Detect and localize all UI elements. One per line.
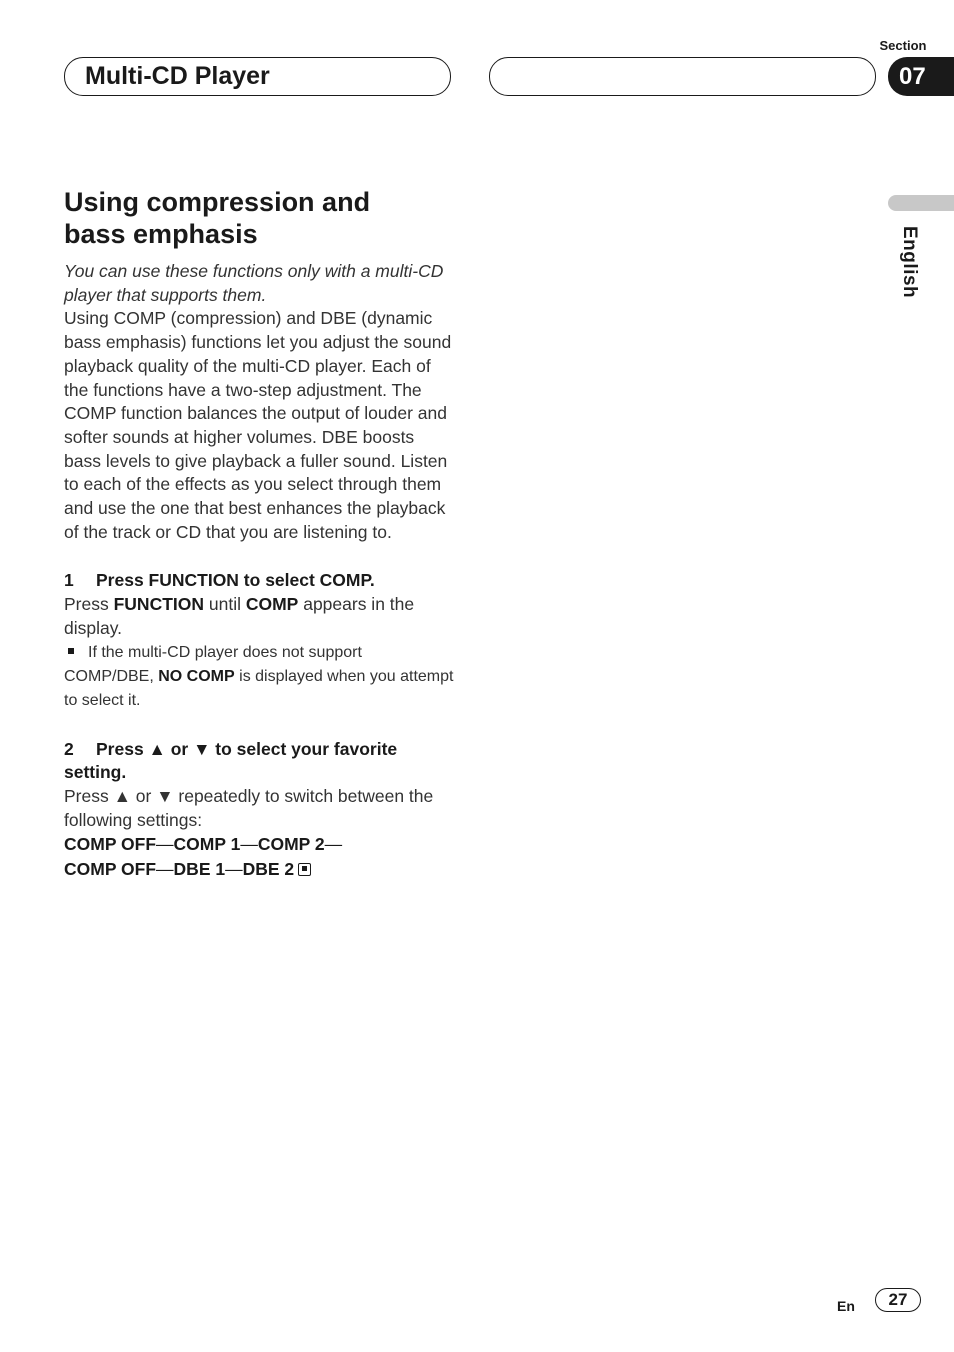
settings-line-1 — [64, 834, 342, 854]
setting-comp-off: COMP OFF — [64, 834, 157, 855]
main-column — [64, 186, 454, 881]
intro-paragraph: Using COMP (compression) and DBE (dynamic bass emphasis) functions let you adjust the sound playback quality of the multi-CD player. Each of the functions have a two-step adjustment. The COMP function balances the output of louder and softer sounds at higher volumes. DBE boosts bass levels to give playback a fuller sound. Listen to each of the effects as you select through them and use the one that best enhances the playback of the track or CD that you are listening to. — [64, 308, 452, 542]
step-2-text: Press ▲ or ▼ repeatedly to switch between the following settings: — [64, 785, 434, 830]
setting-comp-1: COMP 1 — [173, 834, 241, 855]
page-title — [64, 186, 454, 250]
end-of-section-icon — [298, 863, 311, 876]
setting-dash: — — [156, 858, 174, 879]
step-2-number: 2 — [64, 738, 74, 759]
step-2-heading-text: Press ▲ or ▼ to select your favorite setting. — [64, 738, 398, 783]
setting-dash: — — [240, 834, 258, 855]
step-1-text — [64, 593, 454, 640]
setting-dbe-1: DBE 1 — [173, 858, 226, 879]
footer-language-code: En — [837, 1298, 855, 1314]
setting-dash: — — [225, 858, 243, 879]
step-1 — [64, 569, 454, 712]
chapter-title: Multi-CD Player — [85, 62, 270, 90]
step-2 — [64, 738, 454, 882]
setting-comp-2: COMP 2 — [257, 834, 325, 855]
header-blank-box — [489, 57, 876, 96]
note-bullet-icon — [68, 648, 74, 654]
language-tab-marker — [888, 195, 954, 211]
comp-keyword: COMP — [245, 594, 299, 615]
section-number-badge: 07 — [888, 57, 954, 96]
settings-sequence — [64, 832, 454, 881]
settings-line-2 — [64, 859, 311, 879]
step-1-text-post: appears in the display. — [64, 594, 415, 638]
intro-note: You can use these functions only with a multi-CD player that supports them. — [64, 261, 444, 305]
setting-comp-off: COMP OFF — [64, 858, 157, 879]
function-keyword: FUNCTION — [113, 594, 205, 615]
language-tab-label: English — [899, 226, 920, 299]
step-1-heading-text: Press FUNCTION to select COMP. — [96, 570, 375, 591]
section-label: Section — [879, 38, 927, 53]
step-1-note-pre: If the multi-CD player does not support COMP/DBE, — [64, 643, 362, 685]
step-1-note-post: is displayed when you attempt to select it. — [64, 667, 454, 709]
step-1-note — [64, 641, 454, 713]
step-1-text-mid: until — [204, 594, 246, 615]
setting-dbe-2: DBE 2 — [242, 858, 295, 879]
page-title-line2: bass emphasis — [64, 219, 258, 249]
page-number: 27 — [875, 1288, 921, 1312]
step-1-heading — [64, 569, 454, 593]
setting-dash: — — [324, 834, 343, 855]
setting-dash: — — [156, 834, 174, 855]
chapter-title-box — [64, 57, 451, 96]
step-1-number: 1 — [64, 570, 74, 591]
step-1-text-pre: Press — [64, 594, 114, 615]
step-2-heading — [64, 738, 454, 785]
page-title-line1: Using compression and — [64, 187, 371, 217]
no-comp-keyword: NO COMP — [158, 667, 235, 685]
